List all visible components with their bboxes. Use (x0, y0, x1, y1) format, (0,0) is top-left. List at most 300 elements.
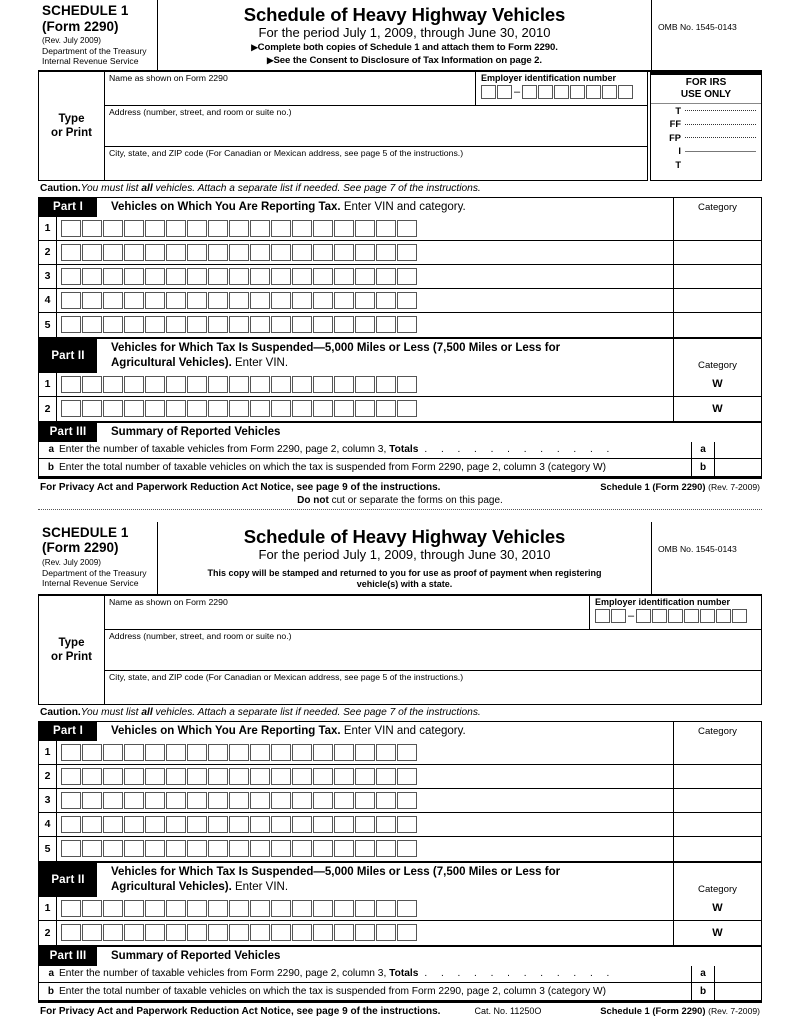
vin-box[interactable] (313, 268, 333, 285)
vin-box[interactable] (208, 840, 228, 857)
vin-box[interactable] (376, 924, 396, 941)
vin-box[interactable] (250, 816, 270, 833)
vin-box[interactable] (271, 292, 291, 309)
vin-box[interactable] (187, 768, 207, 785)
vin-box[interactable] (187, 244, 207, 261)
vin-box[interactable] (124, 244, 144, 261)
vin-box[interactable] (334, 292, 354, 309)
vin-box[interactable] (229, 840, 249, 857)
vin-box[interactable] (376, 768, 396, 785)
vin-box[interactable] (187, 816, 207, 833)
vin-box[interactable] (334, 316, 354, 333)
vin-box[interactable] (355, 816, 375, 833)
vin-box[interactable] (166, 924, 186, 941)
vin-box[interactable] (145, 924, 165, 941)
vin-box[interactable] (250, 924, 270, 941)
name-field[interactable] (105, 596, 589, 629)
vin-box[interactable] (103, 768, 123, 785)
summary-value-field[interactable] (715, 459, 761, 476)
ein-box[interactable] (586, 85, 601, 99)
ein-boxes[interactable] (481, 85, 647, 99)
vin-entry[interactable] (57, 741, 673, 764)
vin-box[interactable] (376, 744, 396, 761)
vin-box[interactable] (61, 900, 81, 917)
vin-box[interactable] (61, 220, 81, 237)
vin-box[interactable] (124, 400, 144, 417)
category-cell[interactable] (673, 837, 761, 861)
vin-box[interactable] (82, 376, 102, 393)
vin-box[interactable] (334, 816, 354, 833)
irs-use-rule[interactable] (685, 151, 756, 152)
vin-box[interactable] (145, 316, 165, 333)
vin-box[interactable] (82, 840, 102, 857)
vin-box[interactable] (124, 744, 144, 761)
vin-box[interactable] (271, 768, 291, 785)
vin-box[interactable] (166, 376, 186, 393)
vin-box[interactable] (61, 268, 81, 285)
category-cell[interactable] (673, 217, 761, 240)
vin-box[interactable] (334, 244, 354, 261)
vin-box[interactable] (166, 792, 186, 809)
vin-box[interactable] (187, 292, 207, 309)
irs-use-rule[interactable] (685, 110, 756, 111)
vin-box[interactable] (124, 376, 144, 393)
vin-box[interactable] (187, 840, 207, 857)
vin-box[interactable] (334, 376, 354, 393)
vin-box[interactable] (82, 900, 102, 917)
vin-box[interactable] (82, 816, 102, 833)
vin-box[interactable] (271, 268, 291, 285)
vin-box[interactable] (397, 292, 417, 309)
vin-box[interactable] (208, 816, 228, 833)
vin-box[interactable] (292, 840, 312, 857)
vin-box[interactable] (355, 292, 375, 309)
vin-box[interactable] (355, 220, 375, 237)
vin-box[interactable] (166, 316, 186, 333)
vin-box[interactable] (250, 376, 270, 393)
city-state-zip-field[interactable] (105, 671, 761, 704)
ein-box[interactable] (732, 609, 747, 623)
vin-box[interactable] (397, 816, 417, 833)
ein-box[interactable] (538, 85, 553, 99)
vin-box[interactable] (397, 768, 417, 785)
vin-box[interactable] (271, 400, 291, 417)
vin-box[interactable] (334, 400, 354, 417)
vin-box[interactable] (292, 400, 312, 417)
vin-box[interactable] (313, 792, 333, 809)
vin-box[interactable] (313, 768, 333, 785)
vin-box[interactable] (187, 376, 207, 393)
vin-box[interactable] (187, 220, 207, 237)
vin-box[interactable] (208, 244, 228, 261)
ein-box[interactable] (668, 609, 683, 623)
vin-box[interactable] (124, 792, 144, 809)
vin-box[interactable] (145, 376, 165, 393)
vin-box[interactable] (250, 268, 270, 285)
vin-box[interactable] (313, 316, 333, 333)
vin-box[interactable] (124, 924, 144, 941)
ein-field[interactable] (589, 596, 761, 629)
vin-box[interactable] (334, 768, 354, 785)
vin-box[interactable] (292, 268, 312, 285)
vin-box[interactable] (103, 244, 123, 261)
vin-box[interactable] (103, 316, 123, 333)
vin-box[interactable] (229, 244, 249, 261)
vin-box[interactable] (271, 840, 291, 857)
vin-box[interactable] (292, 816, 312, 833)
vin-box[interactable] (103, 744, 123, 761)
vin-box[interactable] (355, 244, 375, 261)
vin-box[interactable] (103, 792, 123, 809)
vin-entry[interactable] (57, 789, 673, 812)
vin-box[interactable] (103, 924, 123, 941)
vin-box[interactable] (397, 900, 417, 917)
vin-box[interactable] (292, 244, 312, 261)
vin-box[interactable] (292, 292, 312, 309)
vin-box[interactable] (397, 244, 417, 261)
vin-box[interactable] (187, 924, 207, 941)
vin-box[interactable] (187, 316, 207, 333)
vin-box[interactable] (61, 768, 81, 785)
vin-box[interactable] (334, 840, 354, 857)
category-cell[interactable] (673, 265, 761, 288)
vin-box[interactable] (292, 924, 312, 941)
ein-box[interactable] (570, 85, 585, 99)
vin-box[interactable] (355, 744, 375, 761)
vin-box[interactable] (187, 792, 207, 809)
vin-box[interactable] (145, 792, 165, 809)
vin-entry[interactable] (57, 217, 673, 240)
vin-entry[interactable] (57, 765, 673, 788)
vin-box[interactable] (334, 220, 354, 237)
summary-value-field[interactable] (715, 983, 761, 1000)
vin-box[interactable] (82, 924, 102, 941)
vin-box[interactable] (61, 924, 81, 941)
vin-entry[interactable] (57, 837, 673, 861)
vin-box[interactable] (208, 400, 228, 417)
vin-box[interactable] (313, 292, 333, 309)
vin-box[interactable] (82, 744, 102, 761)
vin-box[interactable] (229, 768, 249, 785)
vin-box[interactable] (250, 768, 270, 785)
vin-box[interactable] (103, 400, 123, 417)
vin-box[interactable] (250, 900, 270, 917)
vin-box[interactable] (292, 744, 312, 761)
irs-use-rule[interactable] (685, 137, 756, 138)
vin-box[interactable] (376, 292, 396, 309)
vin-box[interactable] (229, 268, 249, 285)
vin-box[interactable] (397, 924, 417, 941)
ein-field[interactable] (475, 72, 647, 105)
vin-box[interactable] (271, 816, 291, 833)
vin-box[interactable] (271, 220, 291, 237)
vin-box[interactable] (208, 900, 228, 917)
vin-box[interactable] (250, 220, 270, 237)
vin-box[interactable] (313, 900, 333, 917)
city-state-zip-field[interactable] (105, 147, 647, 180)
vin-box[interactable] (208, 292, 228, 309)
ein-box[interactable] (652, 609, 667, 623)
vin-box[interactable] (61, 840, 81, 857)
vin-box[interactable] (82, 400, 102, 417)
vin-box[interactable] (103, 292, 123, 309)
vin-box[interactable] (145, 768, 165, 785)
vin-box[interactable] (397, 376, 417, 393)
vin-box[interactable] (355, 768, 375, 785)
vin-box[interactable] (271, 792, 291, 809)
vin-box[interactable] (376, 220, 396, 237)
vin-box[interactable] (229, 292, 249, 309)
vin-box[interactable] (61, 816, 81, 833)
vin-box[interactable] (397, 400, 417, 417)
vin-box[interactable] (271, 376, 291, 393)
vin-box[interactable] (334, 900, 354, 917)
vin-box[interactable] (271, 244, 291, 261)
vin-box[interactable] (145, 268, 165, 285)
category-cell[interactable] (673, 241, 761, 264)
ein-box[interactable] (684, 609, 699, 623)
category-cell[interactable] (673, 813, 761, 836)
vin-box[interactable] (376, 840, 396, 857)
vin-box[interactable] (166, 220, 186, 237)
vin-box[interactable] (229, 220, 249, 237)
vin-box[interactable] (271, 744, 291, 761)
category-cell[interactable] (673, 765, 761, 788)
vin-box[interactable] (145, 220, 165, 237)
vin-entry[interactable] (57, 813, 673, 836)
vin-box[interactable] (376, 376, 396, 393)
vin-box[interactable] (124, 900, 144, 917)
vin-entry[interactable] (57, 241, 673, 264)
vin-box[interactable] (313, 744, 333, 761)
vin-box[interactable] (124, 768, 144, 785)
vin-box[interactable] (229, 792, 249, 809)
vin-box[interactable] (355, 268, 375, 285)
vin-box[interactable] (250, 400, 270, 417)
vin-entry[interactable] (57, 397, 673, 421)
vin-box[interactable] (334, 744, 354, 761)
vin-box[interactable] (334, 268, 354, 285)
vin-box[interactable] (250, 744, 270, 761)
vin-box[interactable] (376, 268, 396, 285)
summary-value-field[interactable] (715, 442, 761, 458)
vin-box[interactable] (292, 316, 312, 333)
vin-box[interactable] (229, 316, 249, 333)
ein-box[interactable] (497, 85, 512, 99)
vin-box[interactable] (145, 900, 165, 917)
vin-box[interactable] (103, 220, 123, 237)
vin-box[interactable] (355, 376, 375, 393)
vin-box[interactable] (166, 768, 186, 785)
vin-box[interactable] (166, 744, 186, 761)
vin-box[interactable] (124, 316, 144, 333)
vin-box[interactable] (292, 900, 312, 917)
vin-box[interactable] (103, 840, 123, 857)
ein-box[interactable] (636, 609, 651, 623)
vin-box[interactable] (208, 768, 228, 785)
vin-box[interactable] (61, 316, 81, 333)
vin-box[interactable] (187, 400, 207, 417)
vin-box[interactable] (397, 840, 417, 857)
category-cell[interactable] (673, 741, 761, 764)
vin-box[interactable] (103, 268, 123, 285)
ein-box[interactable] (595, 609, 610, 623)
vin-box[interactable] (103, 376, 123, 393)
vin-box[interactable] (208, 924, 228, 941)
vin-box[interactable] (145, 744, 165, 761)
vin-box[interactable] (166, 244, 186, 261)
vin-box[interactable] (61, 792, 81, 809)
vin-box[interactable] (145, 400, 165, 417)
vin-box[interactable] (208, 268, 228, 285)
ein-boxes[interactable] (595, 609, 761, 623)
vin-box[interactable] (187, 900, 207, 917)
vin-box[interactable] (124, 816, 144, 833)
vin-box[interactable] (355, 316, 375, 333)
vin-box[interactable] (250, 316, 270, 333)
vin-box[interactable] (376, 792, 396, 809)
vin-box[interactable] (355, 400, 375, 417)
vin-box[interactable] (82, 220, 102, 237)
vin-box[interactable] (355, 792, 375, 809)
vin-box[interactable] (82, 792, 102, 809)
vin-entry[interactable] (57, 921, 673, 945)
category-cell[interactable] (673, 789, 761, 812)
ein-box[interactable] (481, 85, 496, 99)
vin-box[interactable] (313, 816, 333, 833)
vin-box[interactable] (124, 220, 144, 237)
vin-box[interactable] (166, 816, 186, 833)
vin-box[interactable] (82, 244, 102, 261)
vin-box[interactable] (271, 316, 291, 333)
vin-entry[interactable] (57, 265, 673, 288)
vin-box[interactable] (82, 292, 102, 309)
vin-box[interactable] (334, 924, 354, 941)
vin-box[interactable] (313, 400, 333, 417)
vin-box[interactable] (124, 840, 144, 857)
vin-box[interactable] (145, 244, 165, 261)
ein-box[interactable] (522, 85, 537, 99)
vin-box[interactable] (292, 768, 312, 785)
category-cell[interactable] (673, 313, 761, 337)
vin-box[interactable] (229, 400, 249, 417)
ein-box[interactable] (611, 609, 626, 623)
vin-box[interactable] (397, 316, 417, 333)
vin-box[interactable] (229, 376, 249, 393)
vin-box[interactable] (313, 376, 333, 393)
vin-box[interactable] (145, 816, 165, 833)
vin-box[interactable] (355, 840, 375, 857)
vin-box[interactable] (187, 744, 207, 761)
vin-box[interactable] (313, 220, 333, 237)
vin-box[interactable] (292, 376, 312, 393)
vin-box[interactable] (313, 244, 333, 261)
vin-entry[interactable] (57, 897, 673, 920)
vin-box[interactable] (82, 316, 102, 333)
vin-box[interactable] (292, 792, 312, 809)
summary-key: b (691, 983, 715, 1000)
vin-box[interactable] (250, 292, 270, 309)
vin-box[interactable] (82, 268, 102, 285)
vin-box[interactable] (376, 816, 396, 833)
ein-box[interactable] (716, 609, 731, 623)
vin-box[interactable] (397, 792, 417, 809)
vin-box[interactable] (271, 900, 291, 917)
vin-box[interactable] (229, 816, 249, 833)
vin-box[interactable] (61, 744, 81, 761)
vin-box[interactable] (103, 816, 123, 833)
address-field[interactable] (105, 106, 647, 147)
masthead-copy-2 (38, 522, 762, 596)
vin-box[interactable] (376, 400, 396, 417)
vin-box[interactable] (208, 376, 228, 393)
vin-box[interactable] (397, 268, 417, 285)
vin-box[interactable] (145, 840, 165, 857)
vin-box[interactable] (145, 292, 165, 309)
vin-box[interactable] (166, 900, 186, 917)
vin-box[interactable] (292, 220, 312, 237)
name-field[interactable] (105, 72, 475, 105)
vin-entry[interactable] (57, 289, 673, 312)
vin-box[interactable] (124, 268, 144, 285)
vin-box[interactable] (82, 768, 102, 785)
vin-box[interactable] (187, 268, 207, 285)
vin-box[interactable] (166, 840, 186, 857)
vin-box[interactable] (397, 220, 417, 237)
category-cell[interactable] (673, 289, 761, 312)
vin-box[interactable] (376, 244, 396, 261)
vin-box[interactable] (250, 840, 270, 857)
vin-box[interactable] (313, 840, 333, 857)
vin-box[interactable] (334, 792, 354, 809)
irs-use-rule[interactable] (685, 124, 756, 125)
vin-box[interactable] (229, 900, 249, 917)
vin-box[interactable] (355, 924, 375, 941)
vin-box[interactable] (208, 744, 228, 761)
vin-entry[interactable] (57, 373, 673, 396)
ein-box[interactable] (700, 609, 715, 623)
vin-box[interactable] (229, 924, 249, 941)
vin-box[interactable] (103, 900, 123, 917)
ein-box[interactable] (602, 85, 617, 99)
vin-box[interactable] (250, 792, 270, 809)
address-field[interactable] (105, 630, 761, 671)
vin-entry[interactable] (57, 313, 673, 337)
vin-box[interactable] (166, 400, 186, 417)
vin-box[interactable] (166, 292, 186, 309)
vin-box[interactable] (61, 292, 81, 309)
vin-box[interactable] (208, 792, 228, 809)
vin-box[interactable] (166, 268, 186, 285)
summary-value-field[interactable] (715, 966, 761, 982)
vin-box[interactable] (355, 900, 375, 917)
vin-box[interactable] (61, 244, 81, 261)
vin-box[interactable] (208, 316, 228, 333)
vin-box[interactable] (313, 924, 333, 941)
vin-box[interactable] (61, 376, 81, 393)
vin-box[interactable] (229, 744, 249, 761)
vin-box[interactable] (61, 400, 81, 417)
vin-box[interactable] (208, 220, 228, 237)
ein-box[interactable] (618, 85, 633, 99)
vin-box[interactable] (271, 924, 291, 941)
vin-box[interactable] (376, 316, 396, 333)
vin-box[interactable] (250, 244, 270, 261)
ein-box[interactable] (554, 85, 569, 99)
vin-box[interactable] (397, 744, 417, 761)
vin-box[interactable] (124, 292, 144, 309)
vin-box[interactable] (376, 900, 396, 917)
